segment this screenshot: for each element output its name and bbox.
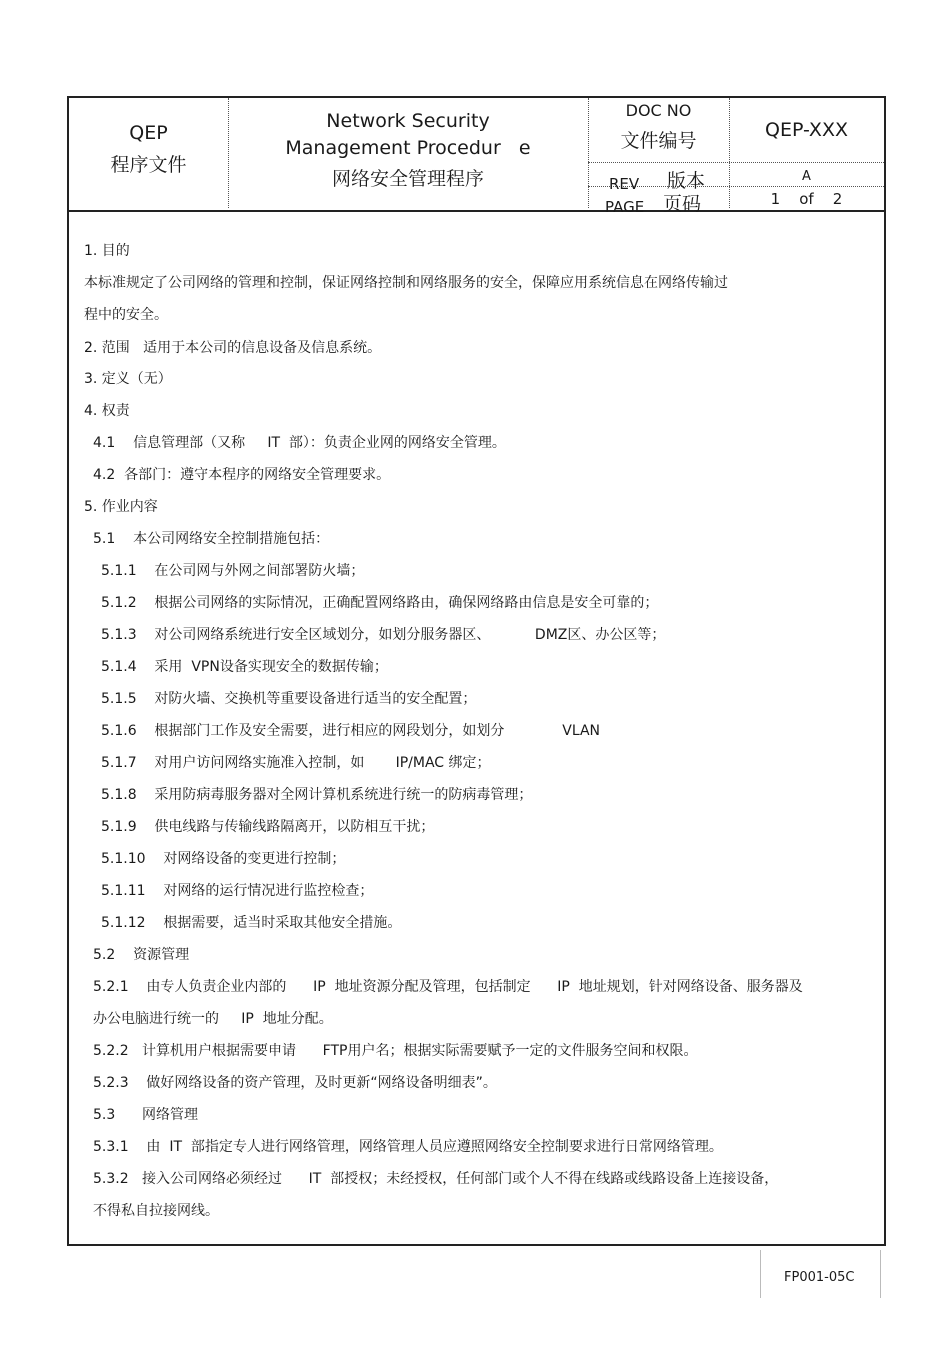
body-line: 5.1.11 对网络的运行情况进行监控检查； xyxy=(101,883,374,899)
body-line: 5.1.12 根据需要，适当时采取其他安全措施。 xyxy=(101,915,402,931)
rev-label-cn: 版本 xyxy=(667,170,706,192)
body-line: 5.3.1 由 IT 部指定专人进行网络管理，网络管理人员应遵照网络安全控制要求进行日常网络管理。 xyxy=(93,1139,723,1155)
body-line: 程中的安全。 xyxy=(84,307,168,323)
title-english-line2: Management Procedur e xyxy=(285,137,531,159)
body-line: 5.2.3 做好网络设备的资产管理，及时更新“网络设备明细表”。 xyxy=(93,1075,497,1091)
body-line: 5.1.6 根据部门工作及安全需要，进行相应的网段划分，如划分 VLAN xyxy=(101,723,601,739)
body-line: 5. 作业内容 xyxy=(84,499,158,515)
body-line: 5.2.2 计算机用户根据需要申请 FTP用户名；根据实际需要赋予一定的文件服务空间和权限。 xyxy=(93,1043,698,1059)
header-row-divider xyxy=(588,162,884,163)
form-code: FP001-05C xyxy=(784,1270,855,1285)
body-line: 5.1.9 供电线路与传输线路隔离开，以防相互干扰； xyxy=(101,819,435,835)
body-line: 不得私自拉接网线。 xyxy=(93,1203,219,1219)
page-label-cn: 页码 xyxy=(663,193,702,215)
body-line: 办公电脑进行统一的 IP 地址分配。 xyxy=(93,1011,333,1027)
body-line: 4. 权责 xyxy=(84,403,130,419)
rev-value: A xyxy=(802,169,811,184)
body-line: 4.2 各部门：遵守本程序的网络安全管理要求。 xyxy=(93,467,391,483)
body-line: 5.2 资源管理 xyxy=(93,947,190,963)
document-header xyxy=(69,98,884,216)
title-english-line1: Network Security xyxy=(326,110,490,132)
body-line: 3. 定义（无） xyxy=(84,371,172,387)
company-sub: 程序文件 xyxy=(110,154,187,176)
doc-no-label: DOC NO xyxy=(625,101,692,120)
rev-label: REV xyxy=(609,175,640,193)
body-line: 5.1.3 对公司网络系统进行安全区域划分，如划分服务器区、 DMZ区、办公区等； xyxy=(101,627,666,643)
doc-no-label-cn: 文件编号 xyxy=(620,130,697,152)
body-line: 5.1.2 根据公司网络的实际情况，正确配置网络路由，确保网络路由信息是安全可靠的； xyxy=(101,595,659,611)
body-line: 2. 范围 适用于本公司的信息设备及信息系统。 xyxy=(84,340,382,356)
body-line: 5.1 本公司网络安全控制措施包括： xyxy=(93,531,330,547)
page-label: PAGE xyxy=(605,198,645,216)
body-line: 5.1.7 对用户访问网络实施准入控制，如 IP/MAC 绑定； xyxy=(101,755,491,771)
body-line: 5.1.5 对防火墙、交换机等重要设备进行适当的安全配置； xyxy=(101,691,477,707)
title-chinese: 网络安全管理程序 xyxy=(331,168,484,190)
body-line: 本标准规定了公司网络的管理和控制，保证网络控制和网络服务的安全，保障应用系统信息在网络传输过 xyxy=(84,275,728,291)
body-line: 5.1.4 采用 VPN设备实现安全的数据传输； xyxy=(101,659,388,675)
body-line: 5.1.8 采用防病毒服务器对全网计算机系统进行统一的防病毒管理； xyxy=(101,787,533,803)
body-line: 5.3 网络管理 xyxy=(93,1107,198,1123)
doc-no-value: QEP-XXX xyxy=(765,119,848,141)
body-line: 5.2.1 由专人负责企业内部的 IP 地址资源分配及管理，包括制定 IP 地址规划，针对网络设备、服务器及 xyxy=(93,979,803,995)
body-line: 4.1 信息管理部（又称 IT 部）：负责企业网的网络安全管理。 xyxy=(93,435,506,451)
body-line: 5.1.10 对网络设备的变更进行控制； xyxy=(101,851,346,867)
body-line: 1. 目的 xyxy=(84,243,130,259)
company-code: QEP xyxy=(129,122,168,144)
body-line: 5.1.1 在公司网与外网之间部署防火墙； xyxy=(101,563,365,579)
page-value: 1 of 2 xyxy=(770,190,843,208)
body-line: 5.3.2 接入公司网络必须经过 IT 部授权；未经授权，任何部门或个人不得在线路或线路设备上连接设备， xyxy=(93,1171,779,1187)
